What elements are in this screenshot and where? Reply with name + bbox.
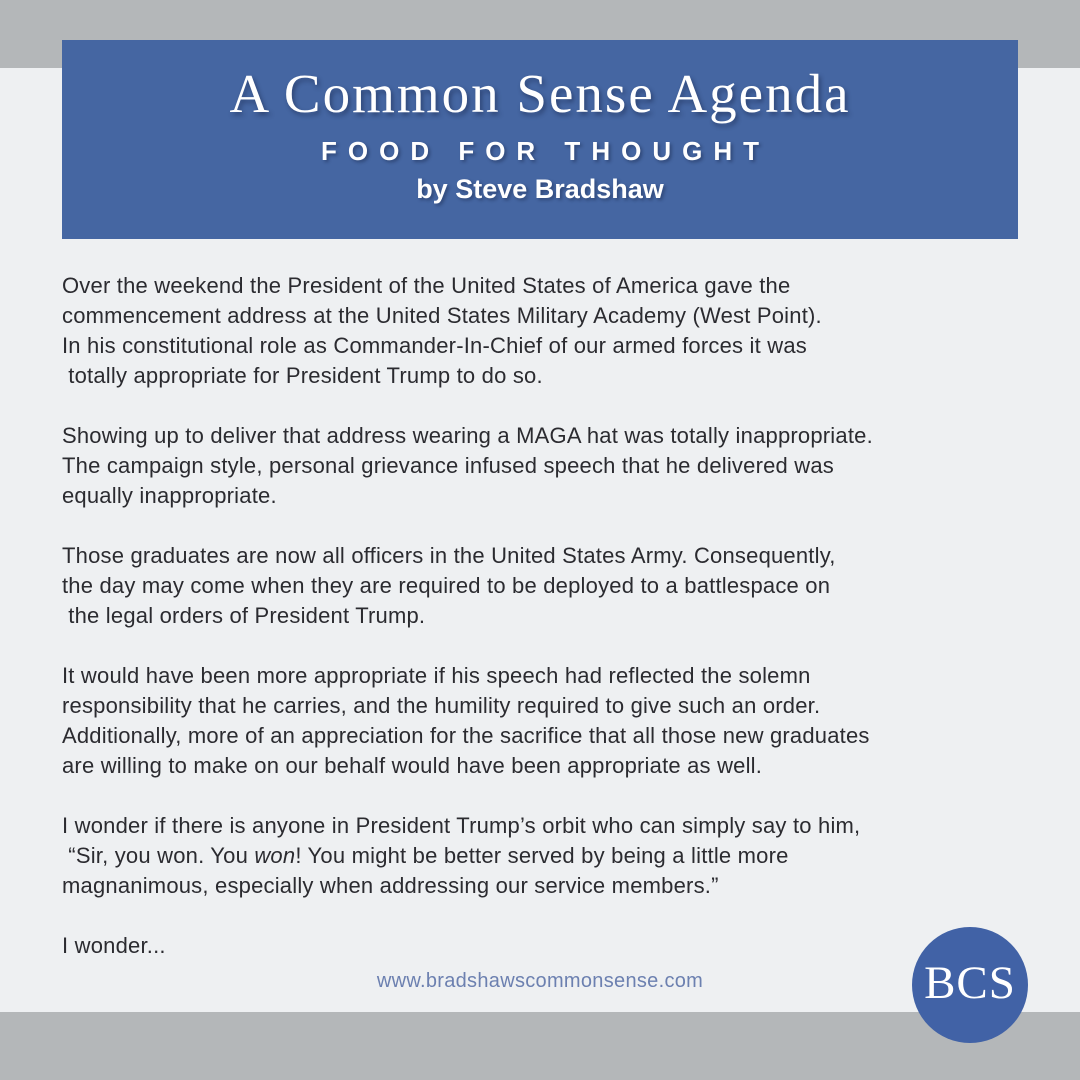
text-line: responsibility that he carries, and the humility required to give such an order. — [62, 693, 821, 718]
text-line: totally appropriate for President Trump to do so. — [62, 363, 543, 388]
paragraph — [62, 541, 1018, 631]
paragraph — [62, 661, 1018, 781]
text-line: In his constitutional role as Commander-In-Chief of our armed forces it was — [62, 333, 807, 358]
text-line: Additionally, more of an appreciation for the sacrifice that all those new graduates — [62, 723, 870, 748]
text-line: It would have been more appropriate if his speech had reflected the solemn — [62, 663, 811, 688]
text-line: the legal orders of President Trump. — [62, 603, 426, 628]
article-text — [62, 271, 1018, 991]
bcs-logo-text: BCS — [924, 957, 1016, 1009]
text-line: magnanimous, especially when addressing our service members.” — [62, 873, 719, 898]
text-line: The campaign style, personal grievance infused speech that he delivered was — [62, 453, 835, 478]
paragraph — [62, 931, 1018, 961]
text-line: commencement address at the United States Military Academy (West Point). — [62, 303, 822, 328]
page-title: A Common Sense Agenda — [229, 63, 851, 124]
text-line: Showing up to deliver that address wearing a MAGA hat was totally inappropriate. — [62, 423, 873, 448]
text-line: I wonder if there is anyone in President Trump’s orbit who can simply say to him, — [62, 813, 861, 838]
page-subtitle: FOOD FOR THOUGHT — [321, 136, 770, 166]
bottom-border-bar — [0, 1012, 1080, 1080]
website-url-link[interactable]: www.bradshawscommonsense.com — [376, 970, 704, 992]
text-line: Those graduates are now all officers in the United States Army. Consequently, — [62, 543, 836, 568]
text-line: the day may come when they are required to be deployed to a battlespace on — [62, 573, 831, 598]
header-banner — [62, 40, 1018, 239]
text-line: I wonder... — [62, 933, 166, 958]
text-line: are willing to make on our behalf would have been appropriate as well. — [62, 753, 763, 778]
paragraph — [62, 811, 1018, 901]
byline: by Steve Bradshaw — [416, 174, 664, 204]
text-line: “Sir, you won. You won! You might be better served by being a little more — [62, 843, 789, 868]
text-line: Over the weekend the President of the United States of America gave the — [62, 273, 791, 298]
bcs-logo — [912, 927, 1028, 1043]
paragraph — [62, 421, 1018, 511]
paragraph — [62, 271, 1018, 391]
text-line: equally inappropriate. — [62, 483, 277, 508]
